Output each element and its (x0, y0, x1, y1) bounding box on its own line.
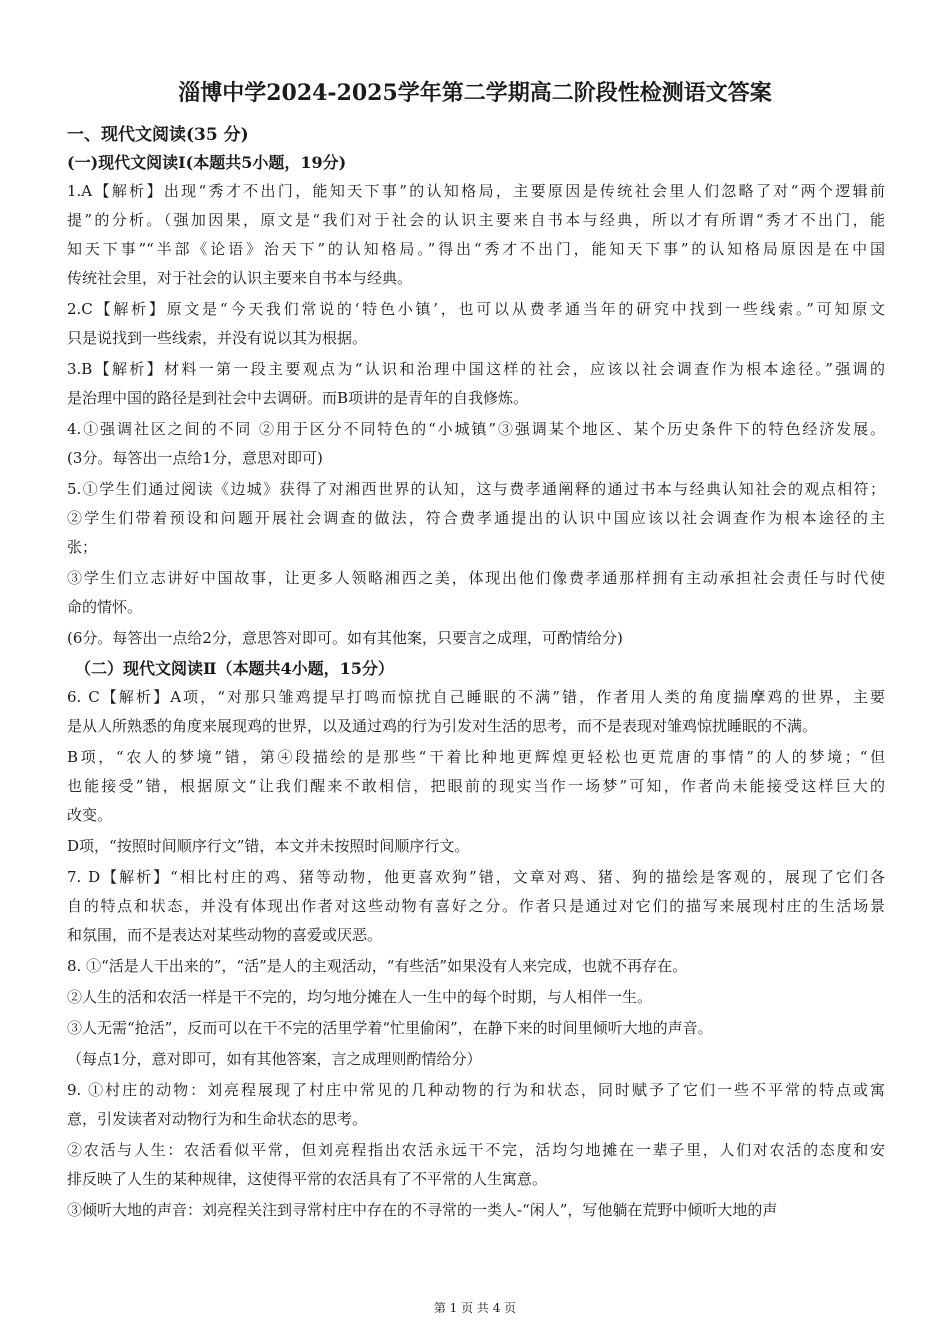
text-line: （每点1分，意对即可，如有其他答案，言之成理则酌情给分） (67, 1050, 482, 1068)
text-line: ②农活与人生：农活看似平常，但刘亮程指出农活永远干不完，活均匀地摊在一辈子里，人们对农活的态度和安 (67, 1141, 885, 1159)
answer-q8-scoring (67, 1045, 885, 1074)
section-heading-modern-reading: 一、现代文阅读(35 分) (67, 125, 249, 145)
text-line: (6分。每答出一点给2分，意思答对即可。如有其他案，只要言之成理，可酌情给分) (67, 629, 623, 647)
text-line: 6. C【解析】A项，“对那只雏鸡提早打鸣而惊扰自己睡眠的不满”错，作者用人类的角度揣摩鸡的世界，主要 (67, 688, 885, 706)
answer-q8-point3 (67, 1014, 885, 1043)
answer-q5-part2 (67, 564, 885, 622)
text-line: B项，“农人的梦境”错，第④段描绘的是那些“干着比种地更辉煌更轻松也更荒唐的事情”的人的梦境；“但 (67, 748, 885, 766)
answer-q5-part1 (67, 475, 885, 562)
answer-q9-point1 (67, 1076, 885, 1134)
text-line: 自的特点和状态，并没有体现出作者对这些动物有喜好之分。作者只是通过对它们的描写来展现村庄的生活场景 (67, 897, 885, 915)
answer-q8-point1 (67, 952, 885, 981)
text-line: 提”的分析。（强加因果，原文是“我们对于社会的认识主要来自书本与经典，所以才有所谓“秀才不出门，能 (67, 211, 885, 229)
text-line: 知天下事”“半部《论语》治天下”的认知格局。”得出“秀才不出门，能知天下事”的认知格局原因是在中国 (67, 240, 885, 258)
text-line: 也能接受”错，根据原文“让我们醒来不敢相信，把眼前的现实当作一场梦”可知，作者尚未能接受这样巨大的 (67, 777, 885, 795)
text-line: 只是说找到一些线索，并没有说以其为根据。 (67, 329, 368, 347)
answer-q8-point2 (67, 983, 885, 1012)
text-line: 是从人所熟悉的角度来展现鸡的世界，以及通过鸡的行为引发对生活的思考，而不是表现对雏鸡惊扰睡眠的不满。 (67, 717, 818, 735)
answer-q5-scoring (67, 624, 885, 653)
answer-q9-point2 (67, 1136, 885, 1194)
text-line: ③人无需“抢活”，反而可以在干不完的活里学着“忙里偷闲”，在静下来的时间里倾听大地的声音。 (67, 1019, 713, 1037)
text-line: 3.B【解析】材料一第一段主要观点为“认识和治理中国这样的社会，应该以社会调查作为根本途径。”强调的 (67, 360, 885, 378)
text-line: 是治理中国的路径是到社会中去调研。而B项讲的是青年的自我修炼。 (67, 389, 529, 407)
answer-q6-part1 (67, 683, 885, 741)
text-line: 传统社会里，对于社会的认识主要来自书本与经典。 (67, 269, 413, 287)
text-line: ②人生的活和农活一样是干不完的，均匀地分摊在人一生中的每个时期，与人相伴一生。 (67, 988, 653, 1006)
text-line: 5.①学生们通过阅读《边城》获得了对湘西世界的认知，这与费孝通阐释的通过书本与经典认知社会的观点相符； (67, 480, 885, 498)
subsection-heading-reading-1: (一)现代文阅读Ⅰ(本题共5小题，19分) (67, 153, 347, 172)
text-line: 4.①强调社区之间的不同 ②用于区分不同特色的“小城镇”③强调某个地区、某个历史条件下的特色经济发展。 (67, 420, 885, 438)
text-line: ③学生们立志讲好中国故事，让更多人领略湘西之美，体现出他们像费孝通那样拥有主动承担社会责任与时代使 (67, 569, 885, 587)
text-line: (3分。每答出一点给1分，意思对即可) (67, 449, 323, 467)
subsection-heading-reading-2: （二）现代文阅读Ⅱ（本题共4小题，15分） (75, 659, 394, 678)
answer-q6-part3 (67, 832, 885, 861)
text-line: ②学生们带着预设和问题开展社会调查的做法，符合费孝通提出的认识中国应该以社会调查作为根本途径的主 (67, 509, 885, 527)
text-line: 命的情怀。 (67, 598, 143, 616)
answer-q2 (67, 295, 885, 353)
answer-q9-point3 (67, 1196, 885, 1225)
text-line: 9. ①村庄的动物：刘亮程展现了村庄中常见的几种动物的行为和状态，同时赋予了它们一些不平常的特点或寓 (67, 1081, 885, 1099)
text-line: 1.A【解析】出现“秀才不出门，能知天下事”的认知格局，主要原因是传统社会里人们忽略了对“两个逻辑前 (67, 182, 885, 200)
text-line: 排反映了人生的某种规律，这使得平常的农活具有了不平常的人生寓意。 (67, 1170, 548, 1188)
answer-q7 (67, 863, 885, 950)
answer-q4 (67, 415, 885, 473)
answer-q3 (67, 355, 885, 413)
text-line: 2.C【解析】原文是“今天我们常说的‘特色小镇’，也可以从费孝通当年的研究中找到一些线索。”可知原文 (67, 300, 885, 318)
answer-q1 (67, 177, 885, 293)
text-line: 7. D【解析】“相比村庄的鸡、猪等动物，他更喜欢狗”错，文章对鸡、猪、狗的描绘是客观的，展现了它们各 (67, 868, 885, 886)
text-line: ③倾听大地的声音：刘亮程关注到寻常村庄中存在的不寻常的一类人-“闲人”，写他躺在荒野中倾听大地的声 (67, 1201, 778, 1219)
answer-q6-part2 (67, 743, 885, 830)
text-line: 改变。 (67, 806, 113, 824)
text-line: 张； (67, 538, 98, 556)
text-line: 意，引发读者对动物行为和生命状态的思考。 (67, 1110, 368, 1128)
text-line: 和氛围，而不是表达对某些动物的喜爱或厌恶。 (67, 926, 383, 944)
page-number-footer: 第 1 页 共 4 页 (433, 1301, 517, 1315)
text-line: 8. ①“活是人干出来的”，“活”是人的主观活动，“有些活”如果没有人来完成，也就不再存在。 (67, 957, 688, 975)
document-title: 淄博中学2024-2025学年第二学期高二阶段性检测语文答案 (178, 80, 772, 106)
answer-content (67, 121, 885, 1227)
text-line: D项，“按照时间顺序行文”错，本文并未按照时间顺序行文。 (67, 837, 470, 855)
